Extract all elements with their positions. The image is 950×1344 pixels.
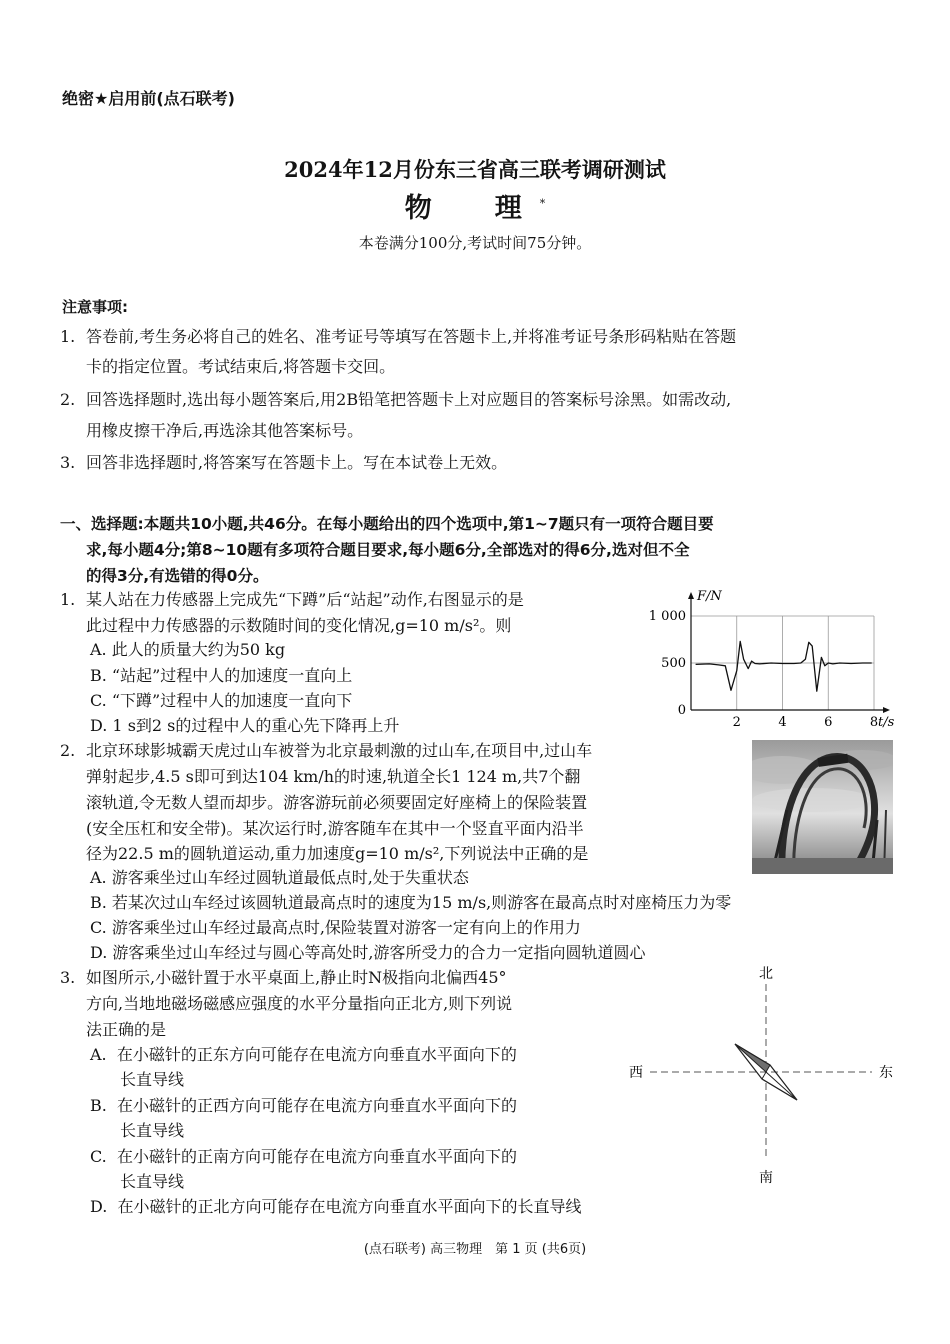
q3-option-d: [90, 1197, 582, 1217]
compass-west-label: 西: [629, 1065, 643, 1081]
q2-number: 2.: [60, 741, 76, 760]
option-label: A.: [90, 1045, 107, 1064]
needle-s-pole-icon: [762, 1072, 797, 1100]
notice-heading: [62, 296, 128, 317]
notice-item-text: 回答选择题时,选出每小题答案后,用2B铅笔把答题卡上对应题目的答案标号涂黑。如需改动,: [86, 390, 732, 409]
option-label: C.: [90, 1147, 107, 1166]
q3-option-c-line-2: 长直导线: [120, 1172, 185, 1191]
q1-option-b: B. “站起”过程中人的加速度一直向上: [90, 666, 353, 685]
option-text: 在小磁针的正南方向可能存在电流方向垂直水平面向下的: [116, 1147, 517, 1166]
section-heading-line-3: 的得3分,有选错的得0分。: [86, 567, 269, 585]
force-series-line: [696, 641, 872, 691]
score-note: 本卷满分100分,考试时间75分钟。: [358, 234, 592, 252]
q2-stem-text: 北京环球影城霸天虎过山车被誉为北京最刺激的过山车,在项目中,过山车: [86, 741, 593, 760]
notice-item-number: 1.: [60, 327, 76, 346]
y-tick-label: 0: [677, 703, 686, 718]
subject-name: 物 理: [404, 193, 540, 224]
subject-title: [0, 186, 950, 225]
q1-option-a: A. 此人的质量大约为50 kg: [90, 640, 286, 659]
q3-option-a: [90, 1045, 517, 1065]
q3-number: 3.: [60, 968, 76, 987]
roller-coaster-photo: [752, 740, 893, 874]
q3-stem-text: 如图所示,小磁针置于水平桌面上,静止时N极指向北偏西45°: [86, 968, 507, 987]
y-axis-arrow-icon: [688, 592, 694, 599]
exam-title: 2024年12月份东三省高三联考调研测试: [284, 157, 666, 182]
roller-coaster-drawing: [752, 740, 893, 874]
x-axis-label: t/s: [878, 715, 895, 730]
q3-option-b-line-2: 长直导线: [120, 1121, 185, 1140]
x-axis-arrow-icon: [883, 707, 890, 713]
notice-item-3-line-1: [60, 453, 507, 473]
compass-east-label: 东: [879, 1065, 893, 1081]
q3-stem-line-1: [60, 968, 507, 988]
notice-item-number: 2.: [60, 390, 76, 409]
q1-stem-line-2: 此过程中力传感器的示数随时间的变化情况,g=10 m/s²。则: [86, 616, 512, 635]
x-tick-label: 6: [824, 715, 833, 730]
x-tick-label: 8: [869, 715, 879, 730]
q1-option-d: D. 1 s到2 s的过程中人的重心先下降再上升: [90, 716, 400, 735]
q2-stem-line-3: 滚轨道,令无数人望而却步。游客游玩前必须要固定好座椅上的保险装置: [86, 793, 588, 812]
q3-option-c: [90, 1147, 517, 1167]
q3-option-b: [90, 1096, 517, 1116]
q2-option-b: B. 若某次过山车经过该圆轨道最高点时的速度为15 m/s,则游客在最高点时对座椅压力为零: [90, 893, 732, 912]
q3-stem-line-3: 法正确的是: [86, 1020, 167, 1039]
q2-stem-line-5: 径为22.5 m的圆轨道运动,重力加速度g=10 m/s²,下列说法中正确的是: [86, 844, 589, 863]
subject-mark: *: [539, 197, 546, 210]
q2-stem-line-4: (安全压杠和安全带)。某次运行时,游客随车在其中一个竖直平面内沿半: [86, 819, 584, 838]
notice-item-text: 答卷前,考生务必将自己的姓名、准考证号等填写在答题卡上,并将准考证号条形码粘贴在答题: [86, 327, 737, 346]
x-tick-label: 2: [732, 715, 741, 730]
notice-heading-text: 注意事项:: [62, 298, 128, 316]
y-axis-label: F/N: [697, 589, 722, 604]
q3-stem-line-2: 方向,当地地磁场磁感应强度的水平分量指向正北方,则下列说: [86, 994, 513, 1013]
notice-item-1-line-1: [60, 327, 736, 347]
q2-stem-line-2: 弹射起步,4.5 s即可到达104 km/h的时速,轨道全长1 124 m,共7个翻: [86, 767, 581, 786]
q3-option-a-line-2: 长直导线: [120, 1070, 185, 1089]
compass-diagram: [620, 962, 900, 1194]
q1-option-c: C. “下蹲”过程中人的加速度一直向下: [90, 691, 353, 710]
y-tick-label: 500: [661, 656, 686, 671]
option-label: D.: [90, 1197, 108, 1216]
page-footer: (点石联考) 高三物理 第 1 页 (共6页): [363, 1242, 587, 1257]
force-time-chart: [645, 588, 895, 730]
option-text: 在小磁针的正东方向可能存在电流方向垂直水平面向下的: [116, 1045, 517, 1064]
section-heading-line-1: 一、选择题:本题共10小题,共46分。在每小题给出的四个选项中,第1~7题只有一项符合题目要: [60, 515, 714, 533]
option-label: B.: [90, 1096, 107, 1115]
q2-stem-line-1: [60, 741, 592, 761]
option-text: 在小磁针的正西方向可能存在电流方向垂直水平面向下的: [117, 1096, 518, 1115]
q1-number: 1.: [60, 590, 76, 609]
notice-item-number: 3.: [60, 453, 76, 472]
needle-n-pole-icon: [735, 1044, 770, 1072]
notice-item-2-line-1: [60, 390, 731, 410]
notice-item-1-line-2: 卡的指定位置。考试结束后,将答题卡交回。: [86, 357, 396, 376]
q2-option-c: C. 游客乘坐过山车经过最高点时,保险装置对游客一定有向上的作用力: [90, 918, 581, 937]
x-tick-label: 4: [778, 715, 787, 730]
section-heading-line-2: 求,每小题4分;第8~10题有多项符合题目要求,每小题6分,全部选对的得6分,选对但不全: [86, 541, 690, 559]
q2-option-a: A. 游客乘坐过山车经过圆轨道最低点时,处于失重状态: [90, 868, 469, 887]
confidential-label: 绝密★启用前(点石联考): [62, 89, 235, 108]
compass-south-label: 南: [759, 1170, 773, 1186]
compass-north-label: 北: [759, 966, 773, 982]
q1-stem-line-1: [60, 590, 524, 610]
q1-stem-text: 某人站在力传感器上完成先“下蹲”后“站起”动作,右图显示的是: [86, 590, 524, 609]
notice-item-2-line-2: 用橡皮擦干净后,再选涂其他答案标号。: [86, 421, 364, 440]
y-tick-label: 1 000: [648, 609, 686, 624]
q2-option-d: D. 游客乘坐过山车经过与圆心等高处时,游客所受力的合力一定指向圆轨道圆心: [90, 943, 646, 962]
option-text: 在小磁针的正北方向可能存在电流方向垂直水平面向下的长直导线: [117, 1197, 582, 1216]
notice-item-text: 回答非选择题时,将答案写在答题卡上。写在本试卷上无效。: [86, 453, 508, 472]
